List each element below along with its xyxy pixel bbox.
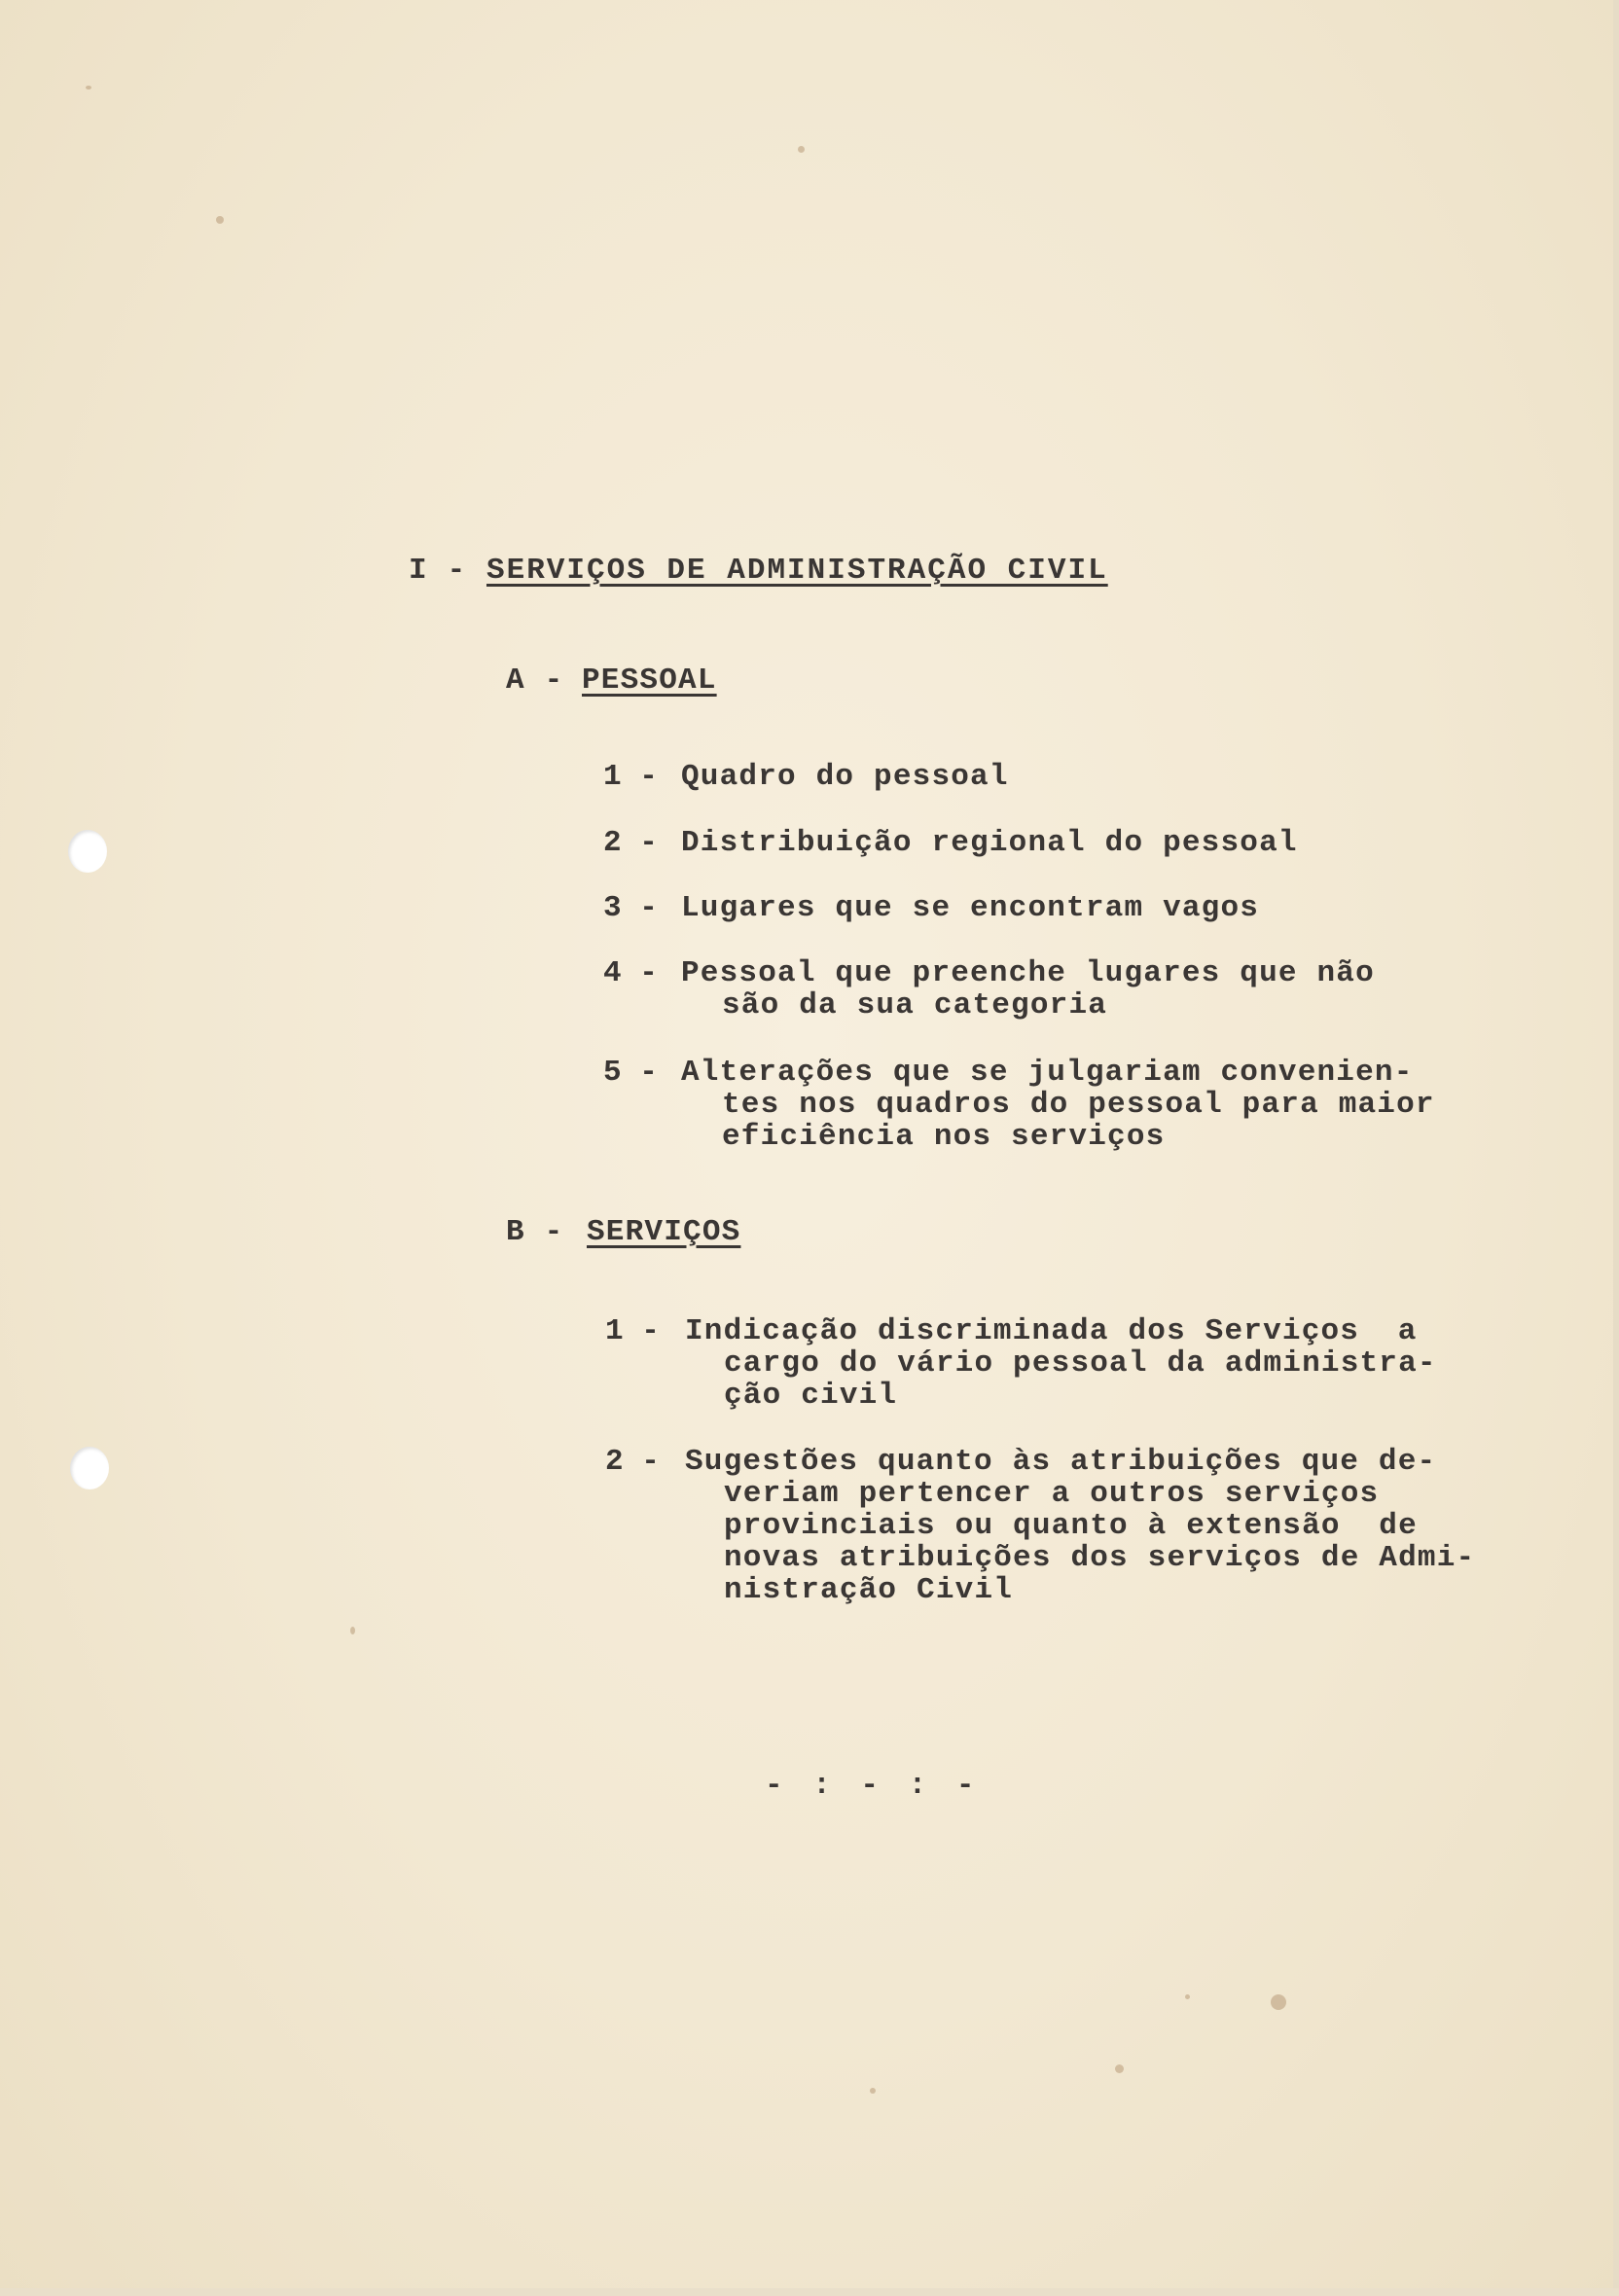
list-item-text-continued: eficiência nos serviços [722, 1120, 1166, 1154]
list-item-text-continued: cargo do vário pessoal da administra- [724, 1346, 1437, 1381]
list-item-number: 2 - [605, 1445, 660, 1479]
list-item-number: 1 - [603, 760, 658, 794]
list-item-text: Sugestões quanto às atribuições que de- [685, 1445, 1437, 1479]
list-item-number: 1 - [605, 1314, 660, 1348]
list-item-number: 4 - [603, 956, 658, 990]
paper-speck [1115, 2064, 1124, 2073]
list-item-text-continued: veriam pertencer a outros serviços [724, 1477, 1380, 1511]
paper-speck [870, 2088, 876, 2094]
subsection-a-title: PESSOAL [582, 664, 717, 698]
punch-hole-top [68, 830, 107, 873]
paper-speck [350, 1627, 355, 1634]
subsection-b-letter: B - [506, 1215, 564, 1249]
list-item-text: Indicação discriminada dos Serviços a [685, 1314, 1418, 1348]
list-item-text: Quadro do pessoal [681, 760, 1009, 794]
paper-speck [86, 86, 91, 90]
list-item-text: Pessoal que preenche lugares que não [681, 956, 1375, 990]
list-item-text-continued: nistração Civil [724, 1573, 1014, 1607]
page-edge-right [1613, 0, 1619, 2296]
section-title: SERVIÇOS DE ADMINISTRAÇÃO CIVIL [486, 554, 1108, 588]
punch-hole-bottom [70, 1447, 109, 1489]
list-item-text-continued: tes nos quadros do pessoal para maior [722, 1088, 1435, 1122]
section-numeral: I - [409, 554, 467, 588]
list-item-text: Alterações que se julgariam convenien- [681, 1056, 1414, 1090]
subsection-a-letter: A - [506, 664, 564, 698]
page-edge-bottom [0, 2288, 1619, 2296]
list-item-text: Lugares que se encontram vagos [681, 891, 1260, 925]
list-item-text-continued: ção civil [724, 1379, 898, 1413]
paper-speck [798, 146, 805, 153]
subsection-b-title: SERVIÇOS [587, 1215, 741, 1249]
paper-speck [1185, 1994, 1190, 1999]
list-item-text-continued: novas atribuições dos serviços de Admi- [724, 1541, 1476, 1575]
list-item-text-continued: são da sua categoria [722, 988, 1108, 1022]
list-item-number: 3 - [603, 891, 658, 925]
paper-speck [1271, 1994, 1286, 2010]
closing-divider: - : - : - [765, 1769, 981, 1803]
list-item-text-continued: provinciais ou quanto à extensão de [724, 1509, 1418, 1543]
paper-speck [216, 216, 224, 224]
list-item-number: 2 - [603, 826, 658, 860]
list-item-text: Distribuição regional do pessoal [681, 826, 1298, 860]
list-item-number: 5 - [603, 1056, 658, 1090]
